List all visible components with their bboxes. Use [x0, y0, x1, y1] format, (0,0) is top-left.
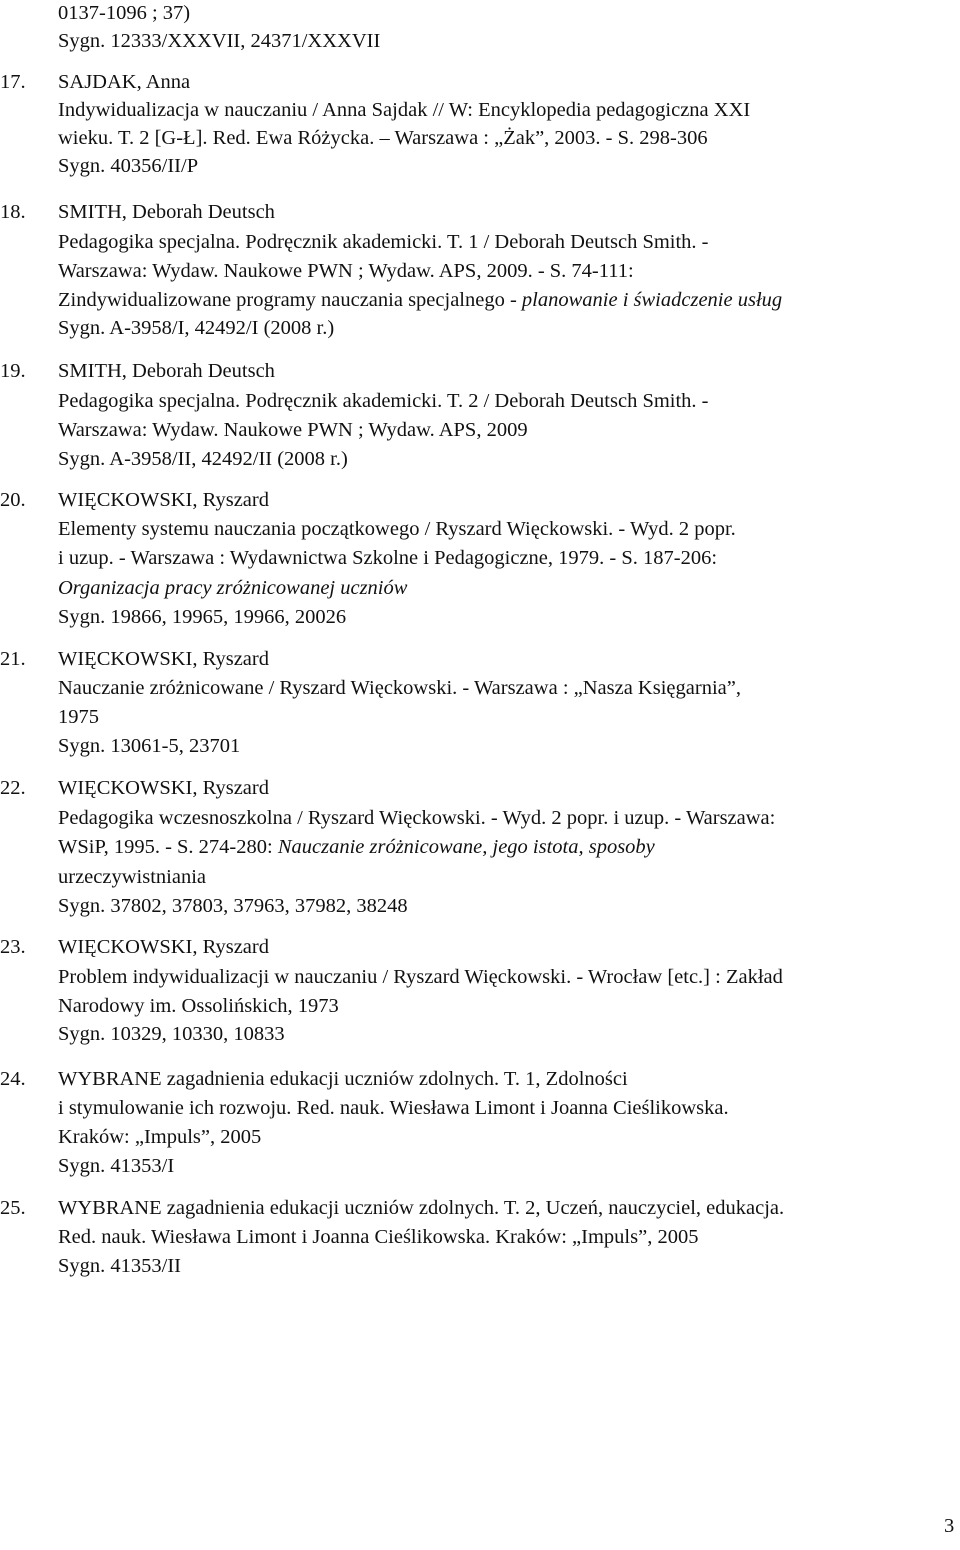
entry-text: Pedagogika specjalna. Podręcznik akademicki. T. 2 / Deborah Deutsch Smith. -: [58, 390, 709, 412]
entry-text: i uzup. - Warszawa : Wydawnictwa Szkolne i Pedagogiczne, 1979. - S. 187-206:: [58, 547, 718, 569]
entry-author: WIĘCKOWSKI, Ryszard: [58, 648, 269, 670]
entry-text: Nauczanie zróżnicowane / Ryszard Więckowski. - Warszawa : „Nasza Księgarnia”,: [58, 677, 741, 699]
entry-number: 24.: [0, 1068, 26, 1090]
entry-text: Problem indywidualizacji w nauczaniu / Ryszard Więckowski. - Wrocław [etc.] : Zakład: [58, 966, 783, 988]
entry-text: Red. nauk. Wiesława Limont i Joanna Cieślikowska. Kraków: „Impuls”, 2005: [58, 1226, 699, 1248]
entry-sygn: Sygn. 37802, 37803, 37963, 37982, 38248: [58, 895, 408, 917]
entry-text-italic: Nauczanie zróżnicowane, jego istota, sposoby: [277, 836, 655, 858]
entry-author: SMITH, Deborah Deutsch: [58, 360, 275, 382]
entry-text: Narodowy im. Ossolińskich, 1973: [58, 995, 339, 1017]
entry-author: WIĘCKOWSKI, Ryszard: [58, 936, 269, 958]
entry-text-plain: WSiP, 1995. - S. 274-280:: [58, 836, 278, 858]
entry-number: 17.: [0, 71, 26, 93]
entry-title: WYBRANE zagadnienia edukacji uczniów zdolnych. T. 1, Zdolności: [58, 1068, 628, 1090]
entry-text: [58, 834, 655, 860]
entry-author: SAJDAK, Anna: [58, 71, 191, 93]
entry-text: Pedagogika wczesnoszkolna / Ryszard Więckowski. - Wyd. 2 popr. i uzup. - Warszawa:: [58, 807, 776, 829]
continued-line: 0137-1096 ; 37): [58, 2, 191, 24]
entry-sygn: Sygn. 13061-5, 23701: [58, 735, 241, 757]
entry-text: urzeczywistniania: [58, 866, 206, 888]
page-number: 3: [944, 1515, 955, 1537]
entry-text: Indywidualizacja w nauczaniu / Anna Sajdak // W: Encyklopedia pedagogiczna XXI: [58, 99, 751, 121]
entry-number: 23.: [0, 936, 26, 958]
entry-text-italic: Organizacja pracy zróżnicowanej uczniów: [58, 577, 408, 599]
entry-author: WIĘCKOWSKI, Ryszard: [58, 777, 269, 799]
entry-text: Warszawa: Wydaw. Naukowe PWN ; Wydaw. APS, 2009. - S. 74-111:: [58, 260, 634, 282]
entry-text: Pedagogika specjalna. Podręcznik akademicki. T. 1 / Deborah Deutsch Smith. -: [58, 231, 709, 253]
entry-number: 18.: [0, 201, 26, 223]
entry-text: Kraków: „Impuls”, 2005: [58, 1126, 262, 1148]
entry-author: SMITH, Deborah Deutsch: [58, 201, 275, 223]
entry-text: i stymulowanie ich rozwoju. Red. nauk. Wiesława Limont i Joanna Cieślikowska.: [58, 1097, 729, 1119]
entry-text: Warszawa: Wydaw. Naukowe PWN ; Wydaw. APS, 2009: [58, 419, 528, 441]
entry-sygn: Sygn. A-3958/II, 42492/II (2008 r.): [58, 448, 348, 470]
entry-number: 20.: [0, 489, 26, 511]
entry-sygn: Sygn. 41353/II: [58, 1255, 181, 1277]
entry-sygn: Sygn. A-3958/I, 42492/I (2008 r.): [58, 317, 335, 339]
entry-author: WIĘCKOWSKI, Ryszard: [58, 489, 269, 511]
continued-sygn: Sygn. 12333/XXXVII, 24371/XXXVII: [58, 30, 381, 52]
entry-number: 19.: [0, 360, 26, 382]
entry-text-plain: Zindywidualizowane programy nauczania specjalnego -: [58, 289, 522, 311]
entry-text: wieku. T. 2 [G-Ł]. Red. Ewa Różycka. – Warszawa : „Żak”, 2003. - S. 298-306: [58, 127, 708, 149]
entry-sygn: Sygn. 40356/II/P: [58, 155, 199, 177]
entry-number: 22.: [0, 777, 26, 799]
entry-sygn: Sygn. 10329, 10330, 10833: [58, 1023, 285, 1045]
entry-number: 21.: [0, 648, 26, 670]
entry-text: 1975: [58, 706, 99, 728]
entry-text: Elementy systemu nauczania początkowego / Ryszard Więckowski. - Wyd. 2 popr.: [58, 518, 736, 540]
entry-text: [58, 287, 782, 313]
entry-sygn: Sygn. 41353/I: [58, 1155, 175, 1177]
entry-sygn: Sygn. 19866, 19965, 19966, 20026: [58, 606, 347, 628]
entry-text-italic: planowanie i świadczenie usług: [521, 289, 783, 311]
entry-number: 25.: [0, 1197, 26, 1219]
entry-title: WYBRANE zagadnienia edukacji uczniów zdolnych. T. 2, Uczeń, nauczyciel, edukacja.: [58, 1197, 785, 1219]
